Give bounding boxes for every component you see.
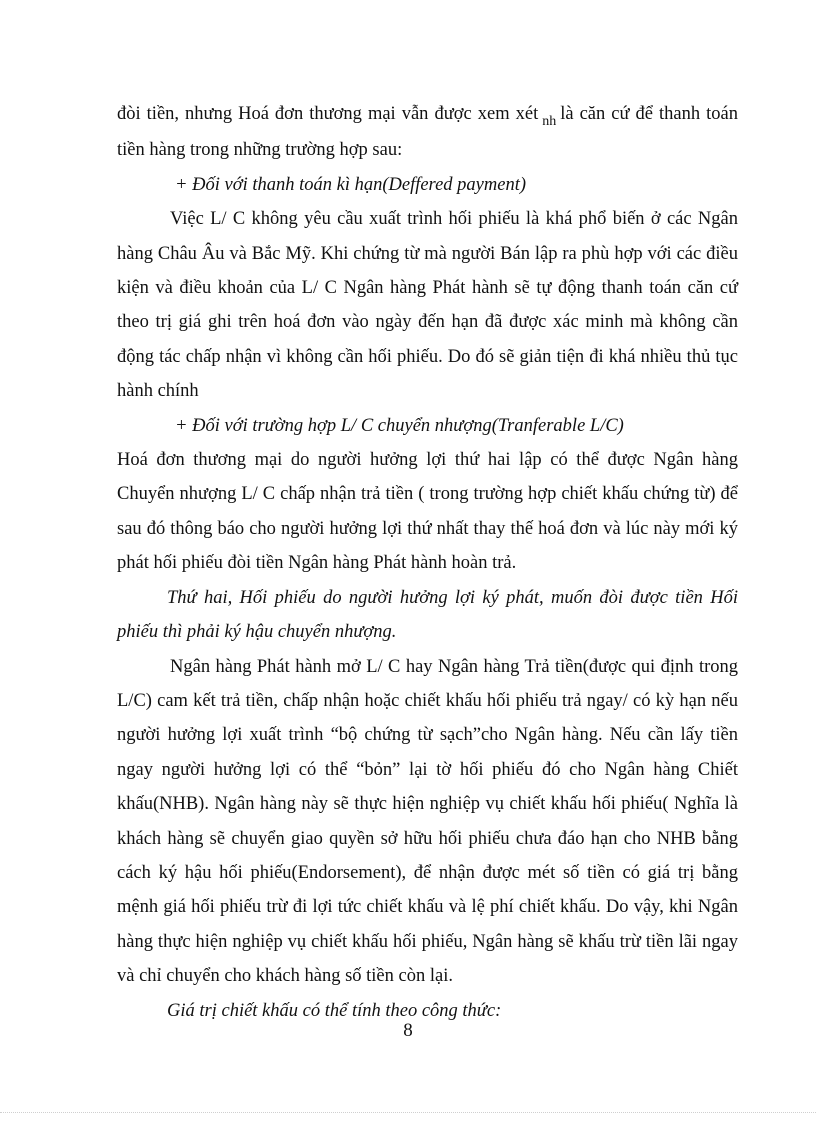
paragraph-discounting: Ngân hàng Phát hành mở L/ C hay Ngân hàng Trả tiền(được qui định trong L/C) cam kết trả tiền, chấp nhận hoặc chiết khấu hối phiếu trả ngay/ có kỳ hạn nếu người hưởng lợi xuất trình “bộ chứng từ sạch”cho Ngân hàng. Nếu cần lấy tiền ngay người hưởng lợi có thể “bỏn” lại tờ hối phiếu đó cho Ngân hàng Chiết khấu(NHB). Ngân hàng này sẽ thực hiện nghiệp vụ chiết khấu hối phiếu( Nghĩa là khách hàng sẽ chuyển giao quyền sở hữu hối phiếu chưa đáo hạn cho NHB bằng cách ký hậu hối phiếu(Endorsement), để nhận được mét số tiền có giá trị bằng mệnh giá hối phiếu trừ đi lợi tức chiết khấu và lệ phí chiết khấu. Do vậy, khi Ngân hàng thực hiện nghiệp vụ chiết khấu hối phiếu, Ngân hàng sẽ khấu trừ tiền lãi ngay và chỉ chuyển cho khách hàng số tiền còn lại. [117,656,738,987]
paragraph-transferable-invoice: Hoá đơn thương mại do người hưởng lợi thứ hai lập có thể được Ngân hàng Chuyển nhượng L/ C chấp nhận trả tiền ( trong trường hợp chiết khấu chứng từ) để sau đó thông báo cho người hưởng lợi thứ nhất thay thế hoá đơn và lúc này mới ký phát hối phiếu đòi tiền Ngân hàng Phát hành hoàn trả. [117,450,738,574]
paragraph-second-point: Thứ hai, Hối phiếu do người hưởng lợi ký phát, muốn đòi được tiền Hối phiếu thì phải ký hậu chuyển nhượng. [117,587,738,643]
page-bottom-divider [0,1112,816,1113]
body-text [117,97,738,1028]
paragraph-formula-intro: Giá trị chiết khấu có thể tính theo công thức: [167,1000,502,1021]
heading-deferred-payment: + Đối với thanh toán kì hạn(Deffered payment) [175,174,526,195]
inline-small-text: nh [542,114,557,129]
paragraph-text: đòi tiền, nhưng Hoá đơn thương mại vẫn được xem xét [117,104,539,124]
heading-transferable-lc: + Đối với trường hợp L/ C chuyển nhượng(Tranferable L/C) [175,415,624,436]
paragraph-no-draft: Việc L/ C không yêu cầu xuất trình hối phiếu là khá phổ biến ở các Ngân hàng Châu Âu và Bắc Mỹ. Khi chứng từ mà người Bán lập ra phù hợp với các điều kiện và điều khoản của L/ C Ngân hàng Phát hành sẽ tự động thanh toán căn cứ theo trị giá ghi trên hoá đơn vào ngày đến hạn đã được xác minh mà không cần động tác chấp nhận vì không cần hối phiếu. Do đó sẽ giản tiện đi khá nhiều thủ tục hành chính [117,209,738,402]
paragraph-text: là căn cứ để thanh toán tiền hàng trong những trường hợp sau: [117,104,738,161]
page-number: 8 [403,1020,413,1041]
paragraph-invoice-continuation [117,97,738,168]
